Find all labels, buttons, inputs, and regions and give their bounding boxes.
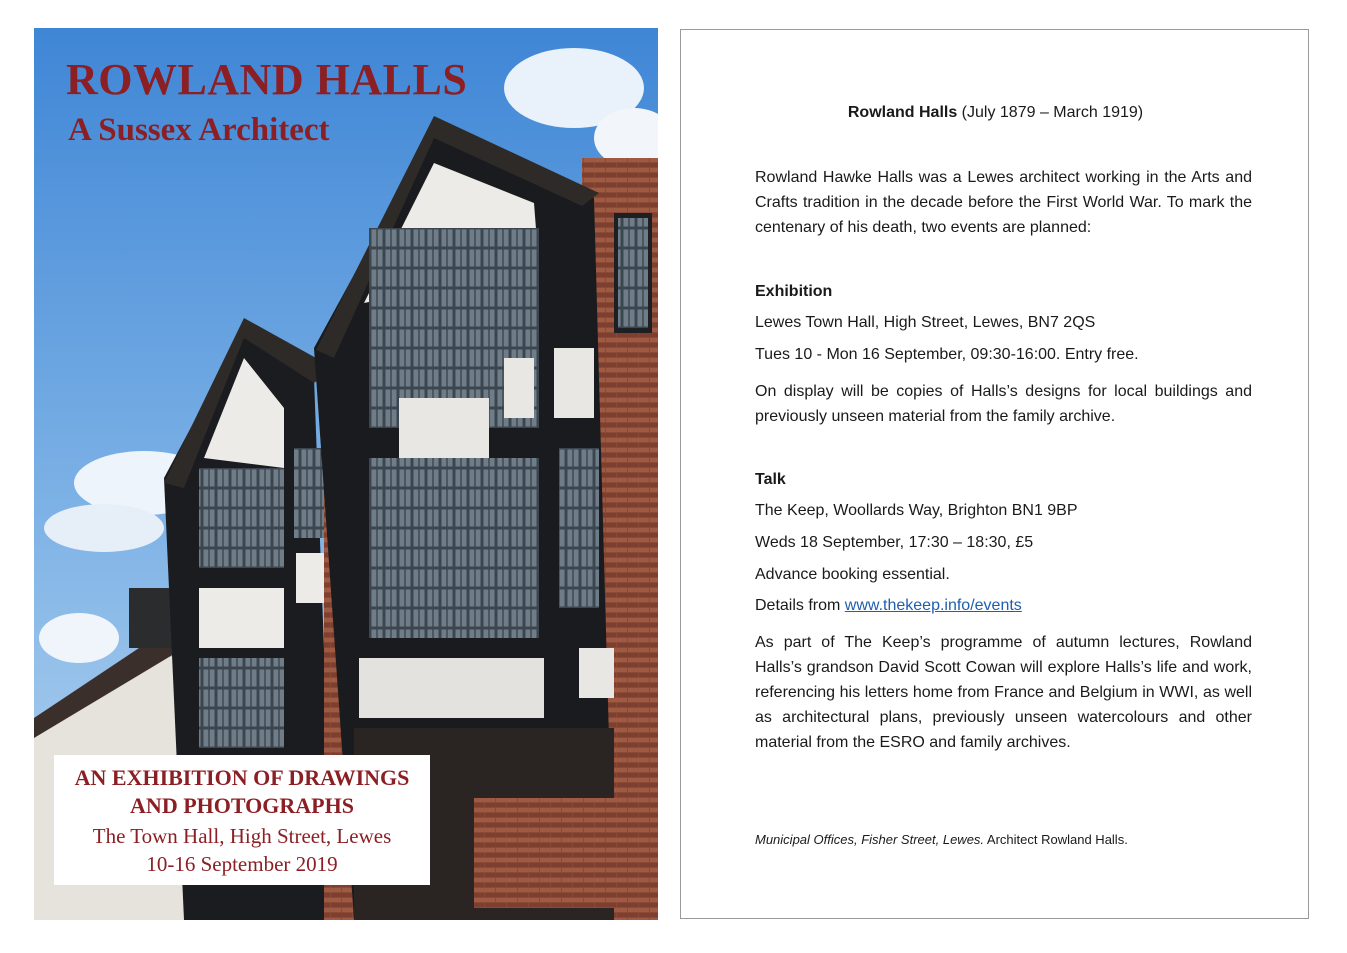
footnote-architect: Architect Rowland Halls. <box>984 832 1128 847</box>
talk-dates: Weds 18 September, 17:30 – 18:30, £5 <box>755 534 1034 551</box>
exhibition-venue: Lewes Town Hall, High Street, Lewes, BN7 2QS <box>755 314 1096 331</box>
exhibition-dates: Tues 10 - Mon 16 September, 09:30-16:00. Entry free. <box>755 346 1139 363</box>
talk-details <box>755 593 1252 618</box>
talk-venue: The Keep, Woollards Way, Brighton BN1 9BP <box>755 502 1078 519</box>
caption-dates: 10-16 September 2019 <box>146 852 338 876</box>
flyer-heading <box>681 104 1310 122</box>
heading-dates: (July 1879 – March 1919) <box>957 104 1144 121</box>
photo-footnote <box>755 827 1252 852</box>
details-prefix: Details from <box>755 597 845 614</box>
intro-paragraph: Rowland Hawke Halls was a Lewes architect working in the Arts and Crafts tradition in the decade before the First World War. To mark the centenary of his death, two events are planned: <box>755 169 1252 236</box>
footnote-location: Municipal Offices, Fisher Street, Lewes. <box>755 832 985 847</box>
exhibition-poster <box>34 28 658 920</box>
talk-description: As part of The Keep’s programme of autumn lectures, Rowland Halls’s grandson David Scott Cowan will explore Halls’s life and work, referencing his letters home from France and Belgium in WWI, as well as architectural plans, previously unseen watercolours and other material from the ESRO and family archives. <box>755 634 1252 751</box>
poster-title: ROWLAND HALLS <box>66 55 468 104</box>
caption-line-1: AN EXHIBITION OF DRAWINGS <box>74 765 410 790</box>
poster-subtitle: A Sussex Architect <box>68 112 330 148</box>
heading-name: Rowland Halls <box>847 104 958 121</box>
exhibition-heading: Exhibition <box>755 283 833 300</box>
talk-booking: Advance booking essential. <box>755 566 950 583</box>
caption-line-2: AND PHOTOGRAPHS <box>130 793 354 818</box>
flyer-text-page <box>680 29 1309 919</box>
events-link[interactable]: www.thekeep.info/events <box>844 597 1022 614</box>
exhibition-description: On display will be copies of Halls’s designs for local buildings and previously unseen material from the family archive. <box>755 383 1252 425</box>
poster-caption <box>54 755 430 885</box>
caption-venue: The Town Hall, High Street, Lewes <box>92 824 392 848</box>
talk-heading: Talk <box>755 471 786 488</box>
